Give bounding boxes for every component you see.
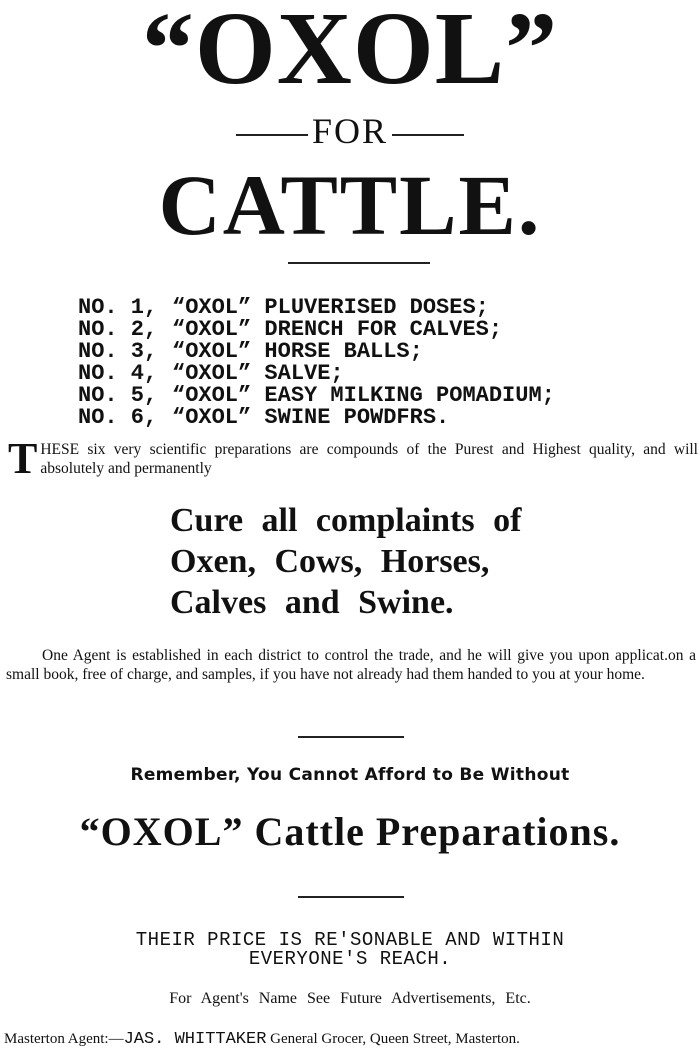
cure-line-3: Calves and Swine. xyxy=(170,584,454,621)
list-item xyxy=(78,297,555,319)
for-text: FOR xyxy=(311,111,389,151)
product-list xyxy=(78,297,555,429)
agent-details: General Grocer, Queen Street, Masterton. xyxy=(270,1031,520,1047)
preparations-headline: “OXOL” Cattle Preparations. xyxy=(79,809,621,854)
divider-rule xyxy=(298,896,404,898)
left-dash-divider xyxy=(236,134,308,136)
agent-name-notice: For Agent's Name See Future Advertisements, Etc. xyxy=(169,990,531,1007)
product-number: NO. 6, xyxy=(78,405,158,430)
list-item xyxy=(78,319,555,341)
price-line-2: EVERYONE'S REACH. xyxy=(248,948,452,970)
divider-rule xyxy=(298,736,404,738)
intro-text: HESE six very scientific preparations are compounds of the Purest and Highest quality, and will absolutely and permanently xyxy=(40,441,698,477)
product-number: NO. 3, xyxy=(78,339,158,364)
list-item xyxy=(78,363,555,385)
cure-line-2: Oxen, Cows, Horses, xyxy=(170,543,490,580)
product-number: NO. 2, xyxy=(78,317,158,342)
product-number: NO. 1, xyxy=(78,295,158,320)
product-name: “OXOL” SALVE; xyxy=(172,361,344,386)
product-name: “OXOL” DRENCH FOR CALVES; xyxy=(172,317,503,342)
product-name: “OXOL” HORSE BALLS; xyxy=(172,339,423,364)
cure-line-1: Cure all complaints of xyxy=(170,502,522,539)
drop-cap: T xyxy=(8,434,38,483)
remember-line: Remember, You Cannot Afford to Be Without xyxy=(130,765,570,785)
list-item xyxy=(78,341,555,363)
brand-headline: “OXOL” xyxy=(141,0,559,106)
divider-rule xyxy=(288,262,430,264)
cure-headline xyxy=(170,500,690,623)
agent-paragraph: One Agent is established in each district to control the trade, and he will give you upon applicat.on a small book, free of charge, and samples, if you have not already had them handed to you at your home. xyxy=(6,647,696,683)
list-item xyxy=(78,407,555,429)
list-item xyxy=(78,385,555,407)
price-statement xyxy=(0,931,700,969)
for-line xyxy=(0,110,700,152)
price-line-1: THEIR PRICE IS RE'SONABLE AND WITHIN xyxy=(135,929,565,951)
intro-paragraph xyxy=(8,434,698,483)
agent-name: JAS. WHITTAKER xyxy=(123,1030,267,1049)
product-number: NO. 4, xyxy=(78,361,158,386)
product-number: NO. 5, xyxy=(78,383,158,408)
masterton-agent-line xyxy=(4,1030,698,1049)
masterton-label: Masterton Agent:— xyxy=(4,1031,124,1047)
product-name: “OXOL” SWINE POWDFRS. xyxy=(172,405,450,430)
product-name: “OXOL” PLUVERISED DOSES; xyxy=(172,295,489,320)
product-name: “OXOL” EASY MILKING POMADIUM; xyxy=(172,383,555,408)
right-dash-divider xyxy=(392,134,464,136)
subject-headline: CATTLE. xyxy=(158,157,542,253)
